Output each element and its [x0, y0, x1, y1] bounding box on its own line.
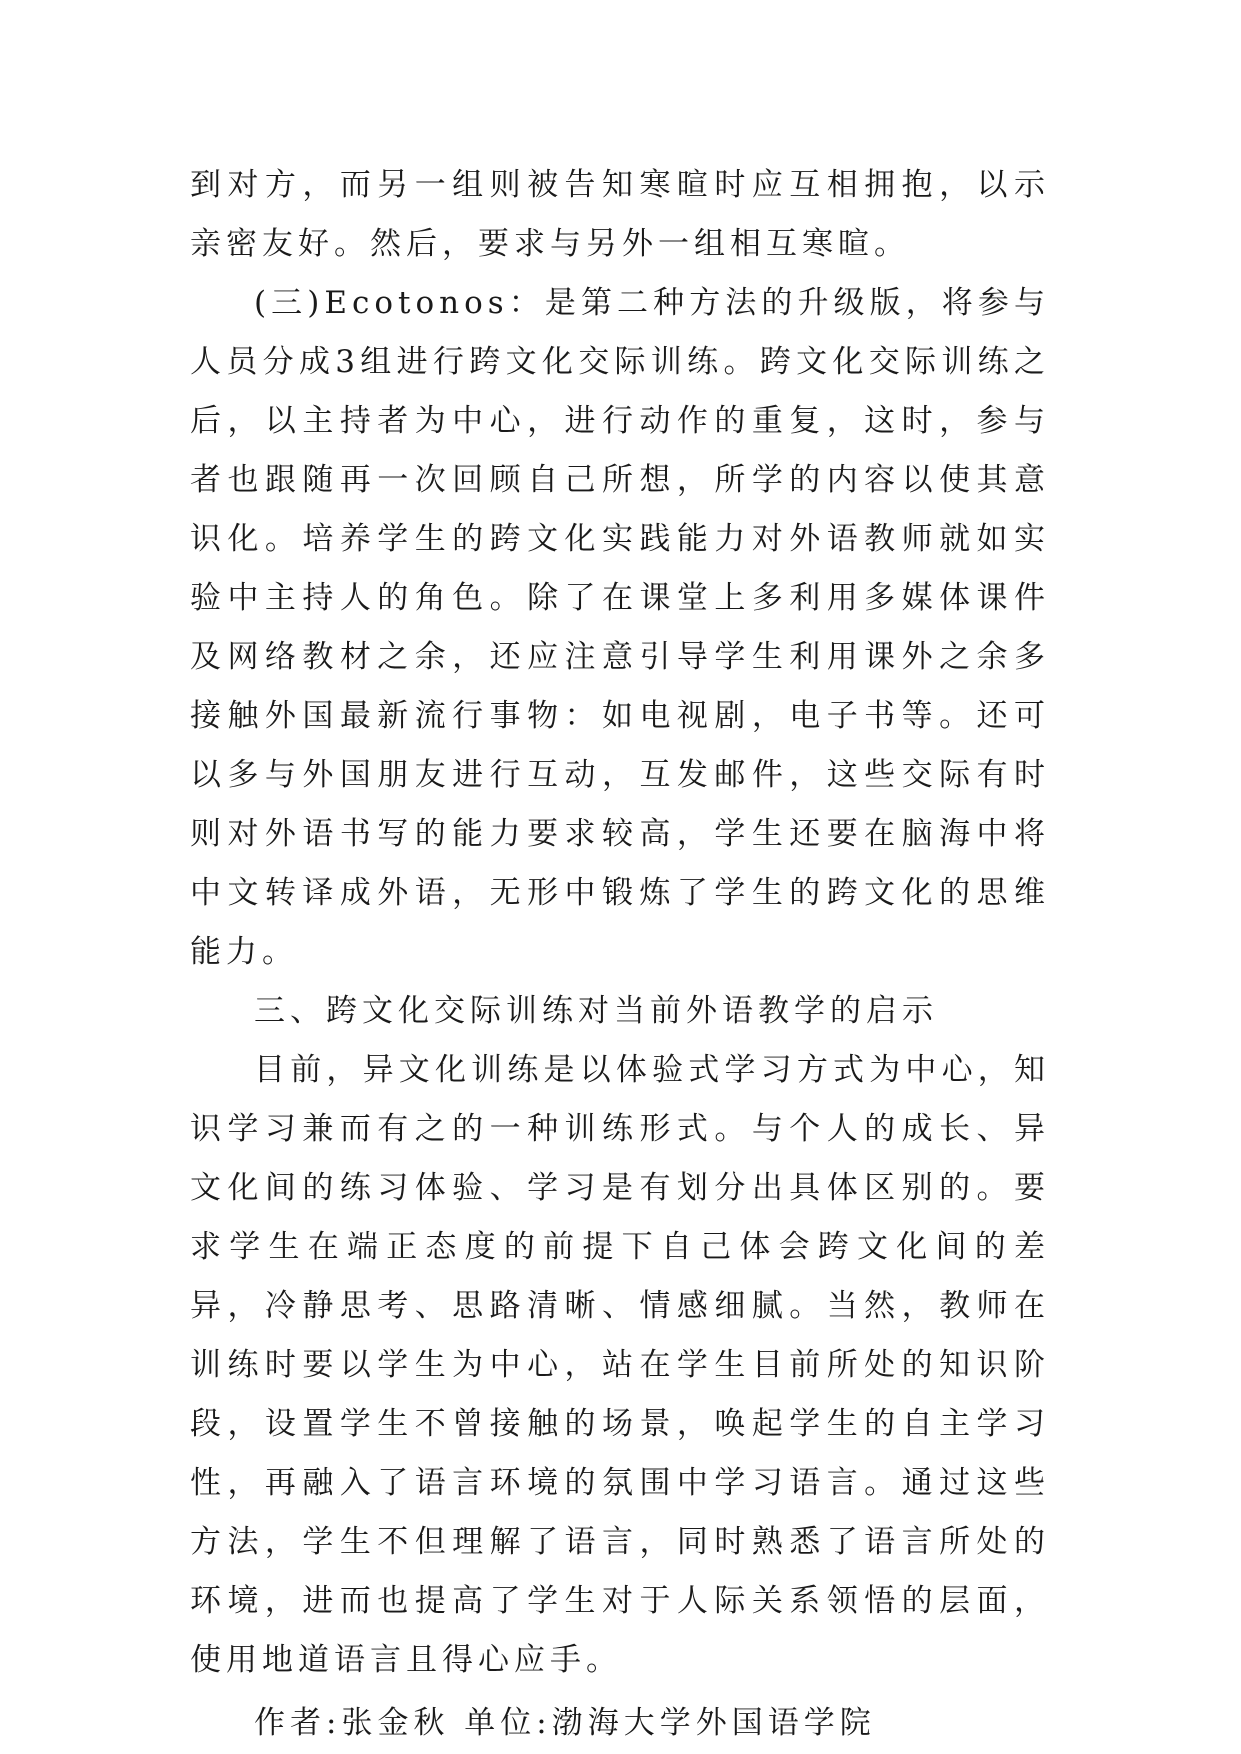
paragraph-ecotonos: (三)Ecotonos：是第二种方法的升级版，将参与人员分成3组进行跨文化交际训练。跨文化交际训练之后，以主持者为中心，进行动作的重复，这时，参与者也跟随再一次回顾自己所想，所学的内容以使其意识化。培养学生的跨文化实践能力对外语教师就如实验中主持人的角色。除了在课堂上多利用多媒体课件及网络教材之余，还应注意引导学生利用课外之余多接触外国最新流行事物：如电视剧，电子书等。还可以多与外国朋友进行互动，互发邮件，这些交际有时则对外语书写的能力要求较高，学生还要在脑海中将中文转译成外语，无形中锻炼了学生的跨文化的思维能力。 [190, 285, 1050, 970]
paragraph-continuation: 到对方，而另一组则被告知寒暄时应互相拥抱，以示亲密友好。然后，要求与另外一组相互寒暄。 [190, 167, 1050, 262]
document-body [190, 156, 1050, 1753]
author-affiliation: 作者:张金秋 单位:渤海大学外国语学院 [254, 1705, 876, 1741]
section-heading: 三、跨文化交际训练对当前外语教学的启示 [254, 993, 938, 1029]
paragraph-implications: 目前，异文化训练是以体验式学习方式为中心，知识学习兼而有之的一种训练形式。与个人的成长、异文化间的练习体验、学习是有划分出具体区别的。要求学生在端正态度的前提下自己体会跨文化间的差异，冷静思考、思路清晰、情感细腻。当然，教师在训练时要以学生为中心，站在学生目前所处的知识阶段，设置学生不曾接触的场景，唤起学生的自主学习性，再融入了语言环境的氛围中学习语言。通过这些方法，学生不但理解了语言，同时熟悉了语言所处的环境，进而也提高了学生对于人际关系领悟的层面，使用地道语言且得心应手。 [190, 1052, 1050, 1678]
